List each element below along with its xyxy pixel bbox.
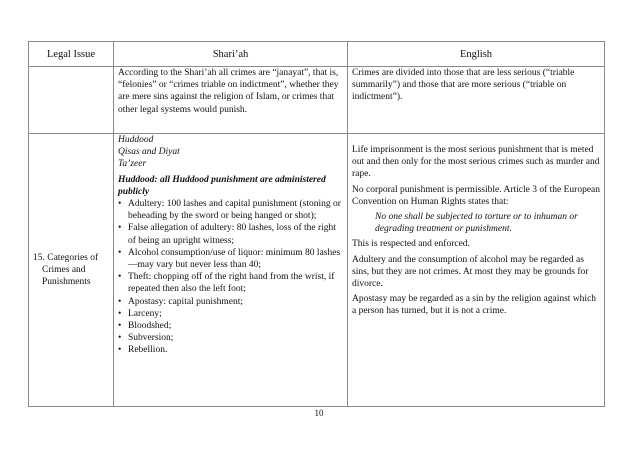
list-item: • Theft: chopping off of the right hand from the wrist, if repeated then also the left foot; [118, 272, 335, 295]
english-paragraph: Life imprisonment is the most serious punishment that is meted out and then only for the most serious crimes such as murder and rape. [352, 145, 600, 180]
english-paragraph: Adultery and the consumption of alcohol may be regarded as sins, but they are not crimes. At most they may be grounds for divorce. [352, 254, 589, 290]
list-item: • Subversion; [118, 333, 174, 344]
list-item: • Bloodshed; [118, 321, 172, 332]
list-item: • Adultery: 100 lashes and capital punishment (stoning or beheading by the sword or being hanged or shot); [118, 199, 341, 222]
header-legal-issue: Legal Issue [29, 42, 114, 67]
page-number: 10 [314, 408, 324, 418]
row1-english-cell [348, 67, 605, 134]
english-paragraph: No corporal punishment is permissible. Article 3 of the European Convention on Human Rights states that: [352, 184, 600, 207]
row2-english-cell [348, 134, 605, 407]
row1-issue-cell [29, 67, 114, 134]
issue-line-3: Punishments [42, 277, 91, 288]
issue-line-2: Crimes and [42, 264, 86, 275]
echr-quote: No one shall be subjected to torture or to inhuman or degrading treatment or punishment. [375, 212, 578, 235]
category-huddood: Huddood [118, 135, 154, 145]
table-row [29, 67, 605, 134]
list-item: • False allegation of adultery: 80 lashes, loss of the right of being an upright witness; [118, 223, 336, 246]
list-item: • Alcohol consumption/use of liquor: minimum 80 lashes—may vary but never less than 40; [118, 247, 341, 271]
huddood-heading: Huddood: all Huddood punishment are administered publicly [118, 174, 326, 197]
header-shariah: Shari’ah [114, 42, 348, 67]
row1-shariah-text: According to the Shari’ah all crimes are “janayat”, that is, “felonies” or “crimes triable on indictment”, whether they are mere sins against the religion of Islam, or crimes that other legal systems would punish. [118, 68, 339, 115]
comparison-table [28, 41, 605, 407]
list-item: • Rebellion. [118, 345, 168, 356]
table-row [29, 134, 605, 407]
punishment-list [118, 198, 343, 357]
list-item: • Apostasy: capital punishment; [118, 296, 244, 307]
issue-number: 15. [33, 252, 45, 263]
category-tazeer: Ta’zeer [118, 159, 147, 170]
row1-shariah-cell [114, 67, 348, 134]
english-paragraph: This is respected and enforced. [352, 239, 470, 250]
header-row [29, 42, 605, 67]
category-qisas-diyat: Qisas and Diyat [118, 147, 180, 158]
row1-english-text: Crimes are divided into those that are less serious (“triable summarily”) and those that are more serious (“triable on indictment”). [352, 68, 575, 103]
row2-issue-cell [29, 134, 114, 407]
list-item: • Larceny; [118, 308, 162, 319]
issue-line-1: Categories of [47, 252, 99, 263]
english-paragraph: Apostasy may be regarded as a sin by the religion against which a person has turned, but it is not a crime. [352, 294, 597, 317]
row2-shariah-cell [114, 134, 348, 407]
header-english: English [348, 42, 605, 67]
